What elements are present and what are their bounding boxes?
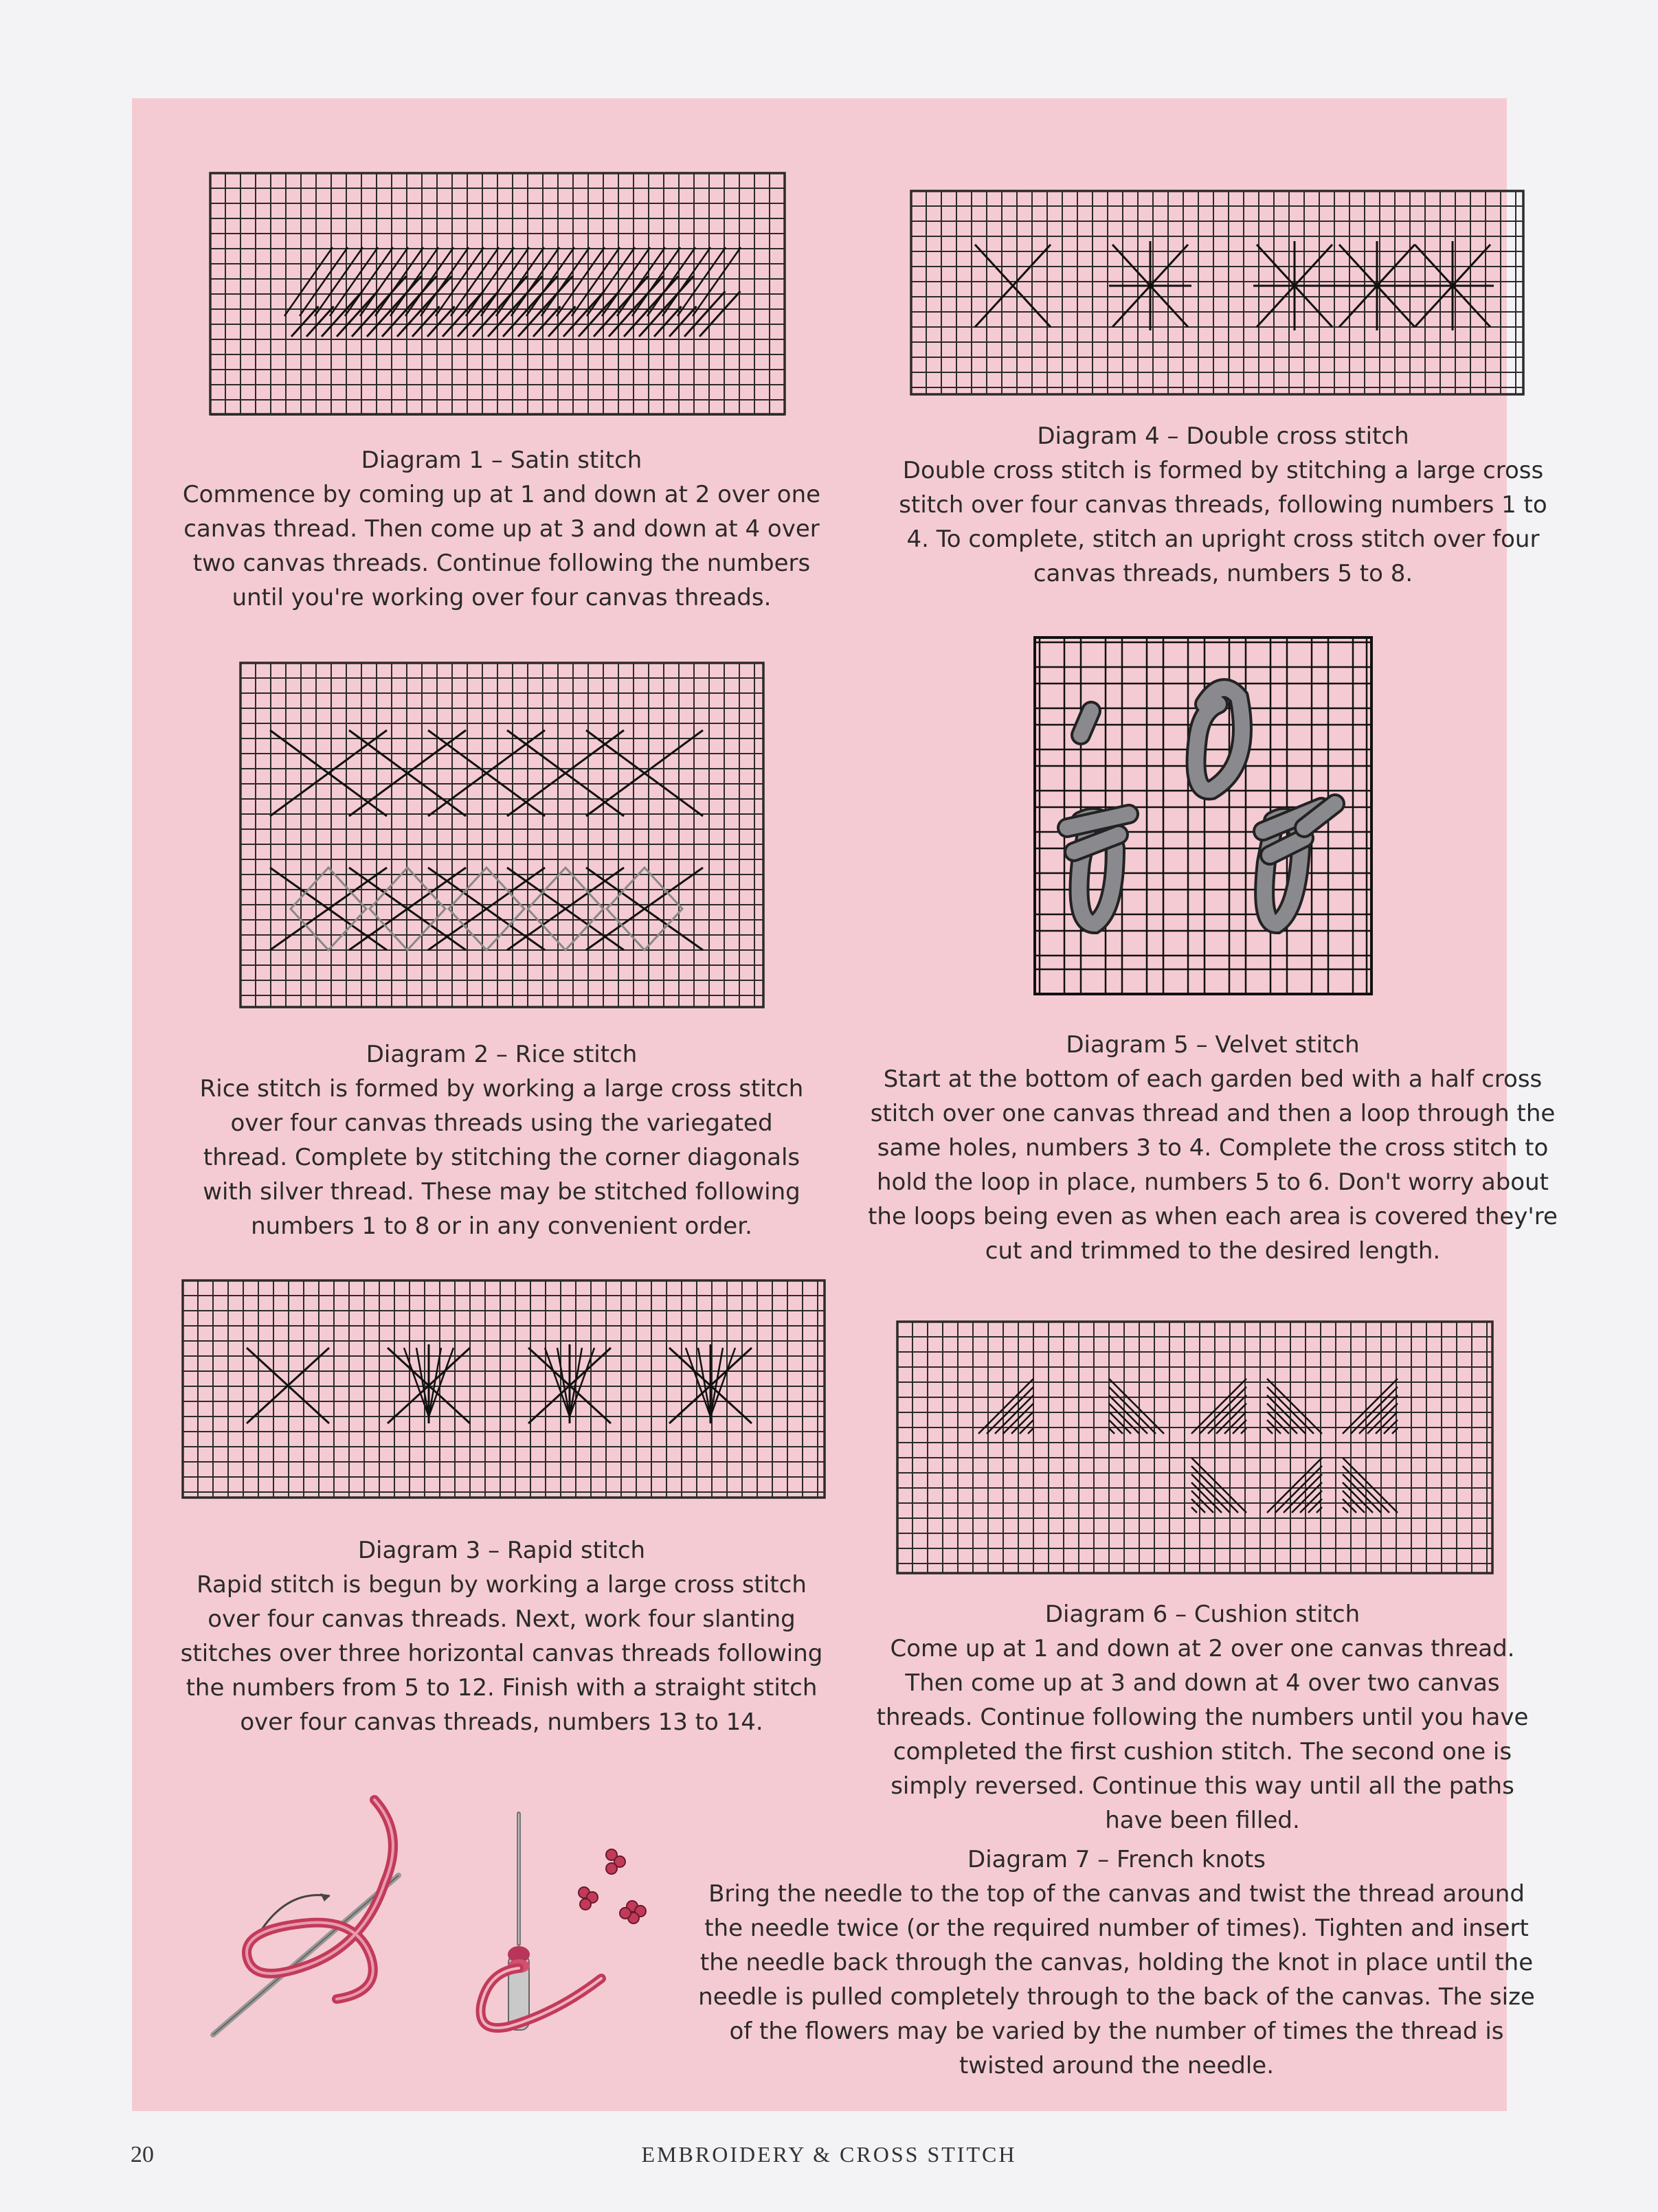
diagram-1-text: Commence by coming up at 1 and down at 2 over one canvas thread. Then come up at 3 and down at 4 over two canvas threads. Continue following the numbers until you're working over four canvas threads. xyxy=(182,481,821,611)
diagram-1-caption xyxy=(172,443,831,615)
diagram-3-caption xyxy=(172,1533,831,1739)
diagram-2-caption xyxy=(186,1037,818,1243)
velvet-stitch-grid xyxy=(1033,635,1374,996)
diagram-4-title: Diagram 4 – Double cross stitch xyxy=(1037,422,1409,450)
diagram-5-text: Start at the bottom of each garden bed with a half cross stitch over one canvas thread and then a loop through the same holes, numbers 3 to 4. Complete the cross stitch to hold the loop in place, numbers 5 to 6. Don't worry about the loops being even as when each area is covered they're cut and trimmed to the desired length. xyxy=(868,1065,1558,1265)
french-knot-needle-drawing xyxy=(199,1786,666,2047)
diagram-7-title: Diagram 7 – French knots xyxy=(967,1846,1266,1873)
diagram-1-title: Diagram 1 – Satin stitch xyxy=(361,447,642,474)
page-number: 20 xyxy=(131,2142,154,2167)
diagram-6-text: Come up at 1 and down at 2 over one canvas thread. Then come up at 3 and down at 4 over two canvas threads. Continue following the numbers until you have completed the first cushion stitch. The second one is simply reversed. Continue this way until all the paths have been filled. xyxy=(876,1635,1529,1834)
diagram-6-cushion-stitch-illustration xyxy=(896,1320,1494,1575)
diagram-7-text: Bring the needle to the top of the canvas and twist the thread around the needle twice (or the required number of times). Tighten and insert the needle back through the canvas, holding the knot in place until the needle is pulled completely through to the back of the canvas. The size of the flowers may be varied by the number of times the thread is twisted around the needle. xyxy=(698,1880,1535,2079)
diagram-1-satin-stitch-illustration xyxy=(209,172,786,416)
rice-stitch-grid xyxy=(239,662,765,1008)
cushion-stitch-grid xyxy=(896,1320,1494,1575)
diagram-3-rapid-stitch-illustration xyxy=(181,1279,826,1499)
diagram-2-text: Rice stitch is formed by working a large cross stitch over four canvas threads using the variegated thread. Complete by stitching the corner diagonals with silver thread. These may be stitched following numbers 1 to 8 or in any convenient order. xyxy=(199,1075,804,1240)
diagram-5-velvet-stitch-illustration xyxy=(1033,635,1374,996)
diagram-5-caption xyxy=(866,1028,1560,1268)
diagram-4-double-cross-illustration xyxy=(910,190,1525,396)
diagram-2-title: Diagram 2 – Rice stitch xyxy=(366,1041,638,1068)
running-title: EMBROIDERY & CROSS STITCH xyxy=(641,2142,1017,2167)
diagram-4-caption xyxy=(886,419,1560,591)
rapid-stitch-grid xyxy=(181,1279,826,1499)
diagram-6-caption xyxy=(859,1597,1546,1838)
diagram-2-rice-stitch-illustration xyxy=(239,662,765,1008)
diagram-6-title: Diagram 6 – Cushion stitch xyxy=(1044,1601,1360,1628)
diagram-7-french-knots-illustration xyxy=(199,1786,666,2047)
diagram-3-title: Diagram 3 – Rapid stitch xyxy=(357,1537,646,1564)
diagram-7-caption xyxy=(691,1842,1543,2083)
satin-stitch-grid xyxy=(209,172,786,416)
diagram-4-text: Double cross stitch is formed by stitching a large cross stitch over four canvas threads, following numbers 1 to 4. To complete, stitch an upright cross stitch over four canvas threads, numbers 5 to 8. xyxy=(899,457,1547,587)
diagram-3-text: Rapid stitch is begun by working a large cross stitch over four canvas threads. Next, work four slanting stitches over three horizontal canvas threads following the numbers from 5 to 12. Finish with a straight stitch over four canvas threads, numbers 13 to 14. xyxy=(180,1571,823,1736)
diagram-5-title: Diagram 5 – Velvet stitch xyxy=(1066,1031,1360,1059)
double-cross-stitch-grid xyxy=(910,190,1525,396)
